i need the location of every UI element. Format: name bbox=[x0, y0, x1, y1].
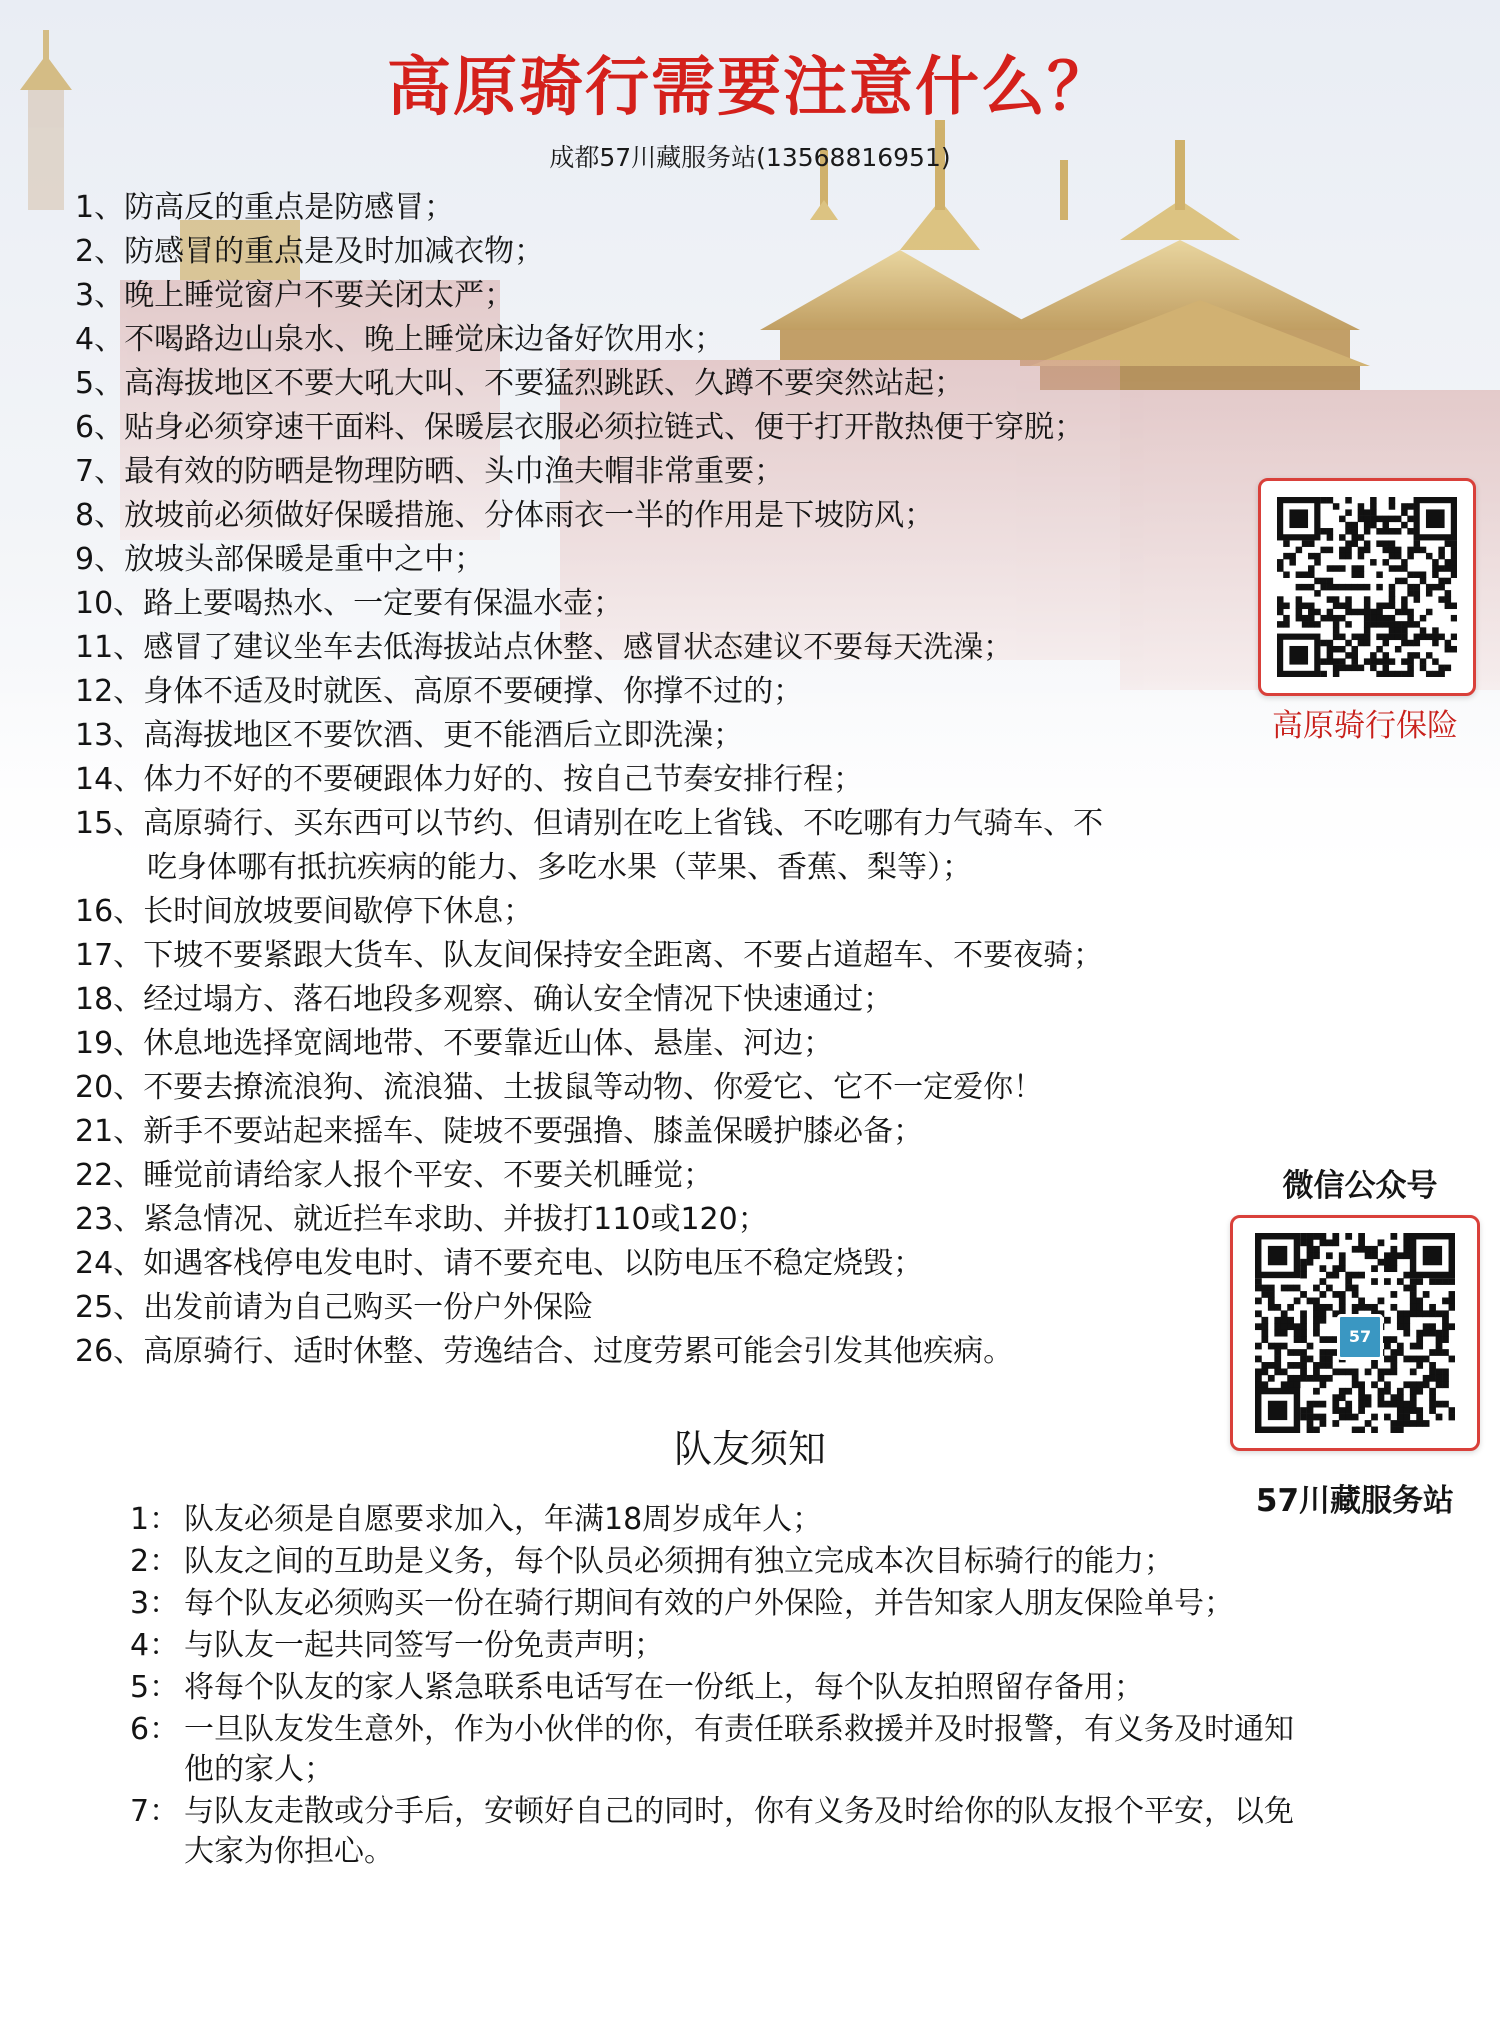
list-item bbox=[75, 934, 1375, 978]
wechat-qr-heading: 微信公众号 bbox=[1282, 1168, 1438, 1204]
list-item-text: 下坡不要紧跟大货车、队友间保持安全距离、不要占道超车、不要夜骑； bbox=[143, 938, 1104, 973]
list-item-number: 26、 bbox=[75, 1334, 144, 1369]
list-item bbox=[130, 1710, 1300, 1790]
list-item bbox=[75, 186, 1375, 230]
list-item bbox=[75, 1330, 1375, 1374]
list-item bbox=[75, 714, 1375, 758]
list-item-text: 最有效的防晒是物理防晒、头巾渔夫帽非常重要； bbox=[124, 454, 785, 489]
list-item-text: 贴身必须穿速干面料、保暖层衣服必须拉链式、便于打开散热便于穿脱； bbox=[124, 410, 1085, 445]
list-item-text: 休息地选择宽阔地带、不要靠近山体、悬崖、河边； bbox=[143, 1026, 834, 1061]
list-item-number: 10、 bbox=[75, 586, 144, 621]
list-item-text: 与队友一起共同签写一份免责声明； bbox=[184, 1628, 664, 1663]
list-item-text: 高海拔地区不要饮酒、更不能酒后立即洗澡； bbox=[143, 718, 744, 753]
list-item-text: 一旦队友发生意外，作为小伙伴的你，有责任联系救援并及时报警，有义务及时通知他的家人； bbox=[184, 1712, 1294, 1787]
list-item-text: 身体不适及时就医、高原不要硬撑、你撑不过的； bbox=[143, 674, 804, 709]
list-item-number: 17、 bbox=[75, 938, 144, 973]
wechat-qr-card[interactable] bbox=[1230, 1215, 1480, 1451]
list-item bbox=[75, 626, 1375, 670]
page-title: 高原骑行需要注意什么？ bbox=[387, 51, 1113, 125]
list-item-number: 1、 bbox=[75, 190, 125, 225]
list-item bbox=[75, 1154, 1375, 1198]
list-item-text: 如遇客栈停电发电时、请不要充电、以防电压不稳定烧毁； bbox=[143, 1246, 924, 1281]
list-item bbox=[75, 318, 1375, 362]
list-item-number: 1： bbox=[130, 1502, 180, 1537]
list-item-text: 放坡头部保暖是重中之中； bbox=[124, 542, 485, 577]
list-item-text: 不要去撩流浪狗、流浪猫、土拔鼠等动物、你爱它、它不一定爱你！ bbox=[143, 1070, 1044, 1105]
list-item-number: 25、 bbox=[75, 1290, 144, 1325]
list-item-number: 6、 bbox=[75, 410, 125, 445]
list-item bbox=[75, 1198, 1375, 1242]
list-item bbox=[75, 1110, 1375, 1154]
list-item bbox=[75, 1286, 1375, 1330]
list-item-text: 出发前请为自己购买一份户外保险 bbox=[143, 1290, 594, 1325]
list-item-text-continued: 吃身体哪有抵抗疾病的能力、多吃水果（苹果、香蕉、梨等）； bbox=[147, 850, 972, 885]
list-item-text: 与队友走散或分手后，安顿好自己的同时，你有义务及时给你的队友报个平安，以免大家为你担心。 bbox=[184, 1794, 1294, 1869]
list-item-text: 防感冒的重点是及时加减衣物； bbox=[124, 234, 545, 269]
list-item-number: 2、 bbox=[75, 234, 125, 269]
list-item-text: 高海拔地区不要大吼大叫、不要猛烈跳跃、久蹲不要突然站起； bbox=[124, 366, 965, 401]
list-item-number: 14、 bbox=[75, 762, 144, 797]
list-item-number: 20、 bbox=[75, 1070, 144, 1105]
insurance-qr-card[interactable] bbox=[1258, 478, 1476, 696]
list-item bbox=[75, 230, 1375, 274]
list-item-number: 21、 bbox=[75, 1114, 144, 1149]
list-item-number: 2： bbox=[130, 1544, 180, 1579]
list-item-number: 19、 bbox=[75, 1026, 144, 1061]
list-item-number: 8、 bbox=[75, 498, 125, 533]
list-item bbox=[75, 890, 1375, 934]
list-item-number: 3： bbox=[130, 1586, 180, 1621]
list-item-text: 将每个队友的家人紧急联系电话写在一份纸上，每个队友拍照留存备用； bbox=[184, 1670, 1144, 1705]
list-item bbox=[75, 670, 1375, 714]
list-item-number: 16、 bbox=[75, 894, 144, 929]
list-item-number: 5、 bbox=[75, 366, 125, 401]
list-item-text: 队友之间的互助是义务，每个队员必须拥有独立完成本次目标骑行的能力； bbox=[184, 1544, 1174, 1579]
list-item-number: 3、 bbox=[75, 278, 125, 313]
list-item-text: 队友必须是自愿要求加入，年满18周岁成年人； bbox=[184, 1502, 823, 1537]
list-item bbox=[75, 538, 1375, 582]
list-item bbox=[130, 1626, 1300, 1666]
list-item-text: 经过塌方、落石地段多观察、确认安全情况下快速通过； bbox=[143, 982, 894, 1017]
list-item bbox=[75, 494, 1375, 538]
list-item-number: 15、 bbox=[75, 806, 144, 841]
list-item-number: 18、 bbox=[75, 982, 144, 1017]
list-item-text: 晚上睡觉窗户不要关闭太严； bbox=[124, 278, 515, 313]
list-item-number: 12、 bbox=[75, 674, 144, 709]
list-item-text: 防高反的重点是防感冒； bbox=[124, 190, 455, 225]
list-item-text: 体力不好的不要硬跟体力好的、按自己节奏安排行程； bbox=[143, 762, 864, 797]
list-item-number: 11、 bbox=[75, 630, 144, 665]
list-item-text: 高原骑行、适时休整、劳逸结合、过度劳累可能会引发其他疾病。 bbox=[143, 1334, 1014, 1369]
list-item-number: 7、 bbox=[75, 454, 125, 489]
list-item-text: 不喝路边山泉水、晚上睡觉床边备好饮用水； bbox=[124, 322, 725, 357]
list-item-text: 长时间放坡要间歇停下休息； bbox=[143, 894, 534, 929]
list-item-number: 7： bbox=[130, 1794, 180, 1829]
qr-code-icon bbox=[1277, 497, 1457, 677]
list-item-text: 路上要喝热水、一定要有保温水壶； bbox=[143, 586, 624, 621]
list-item bbox=[75, 406, 1375, 450]
list-item bbox=[130, 1500, 1300, 1540]
list-item-text: 紧急情况、就近拦车求助、并拔打110或120； bbox=[143, 1202, 768, 1237]
list-item-text: 每个队友必须购买一份在骑行期间有效的户外保险，并告知家人朋友保险单号； bbox=[184, 1586, 1234, 1621]
insurance-qr-caption: 高原骑行保险 bbox=[1272, 708, 1458, 744]
list-item bbox=[130, 1792, 1300, 1872]
tips-list bbox=[75, 186, 1375, 1374]
list-item bbox=[75, 1022, 1375, 1066]
list-item bbox=[75, 758, 1375, 802]
list-item-number: 4、 bbox=[75, 322, 125, 357]
teammate-notes-list bbox=[130, 1500, 1300, 1874]
list-item bbox=[75, 450, 1375, 494]
list-item-number: 4： bbox=[130, 1628, 180, 1663]
list-item-text: 高原骑行、买东西可以节约、但请别在吃上省钱、不吃哪有力气骑车、不 bbox=[143, 806, 1104, 841]
list-item-number: 24、 bbox=[75, 1246, 144, 1281]
list-item bbox=[130, 1542, 1300, 1582]
list-item-number: 22、 bbox=[75, 1158, 144, 1193]
wechat-qr-caption: 57川藏服务站 bbox=[1255, 1483, 1455, 1519]
list-item bbox=[75, 978, 1375, 1022]
list-item bbox=[75, 1242, 1375, 1286]
list-item-text: 感冒了建议坐车去低海拔站点休整、感冒状态建议不要每天洗澡； bbox=[143, 630, 1014, 665]
teammate-notes-title: 队友须知 bbox=[673, 1427, 826, 1471]
list-item-number: 5： bbox=[130, 1670, 180, 1705]
list-item bbox=[75, 582, 1375, 626]
list-item bbox=[130, 1668, 1300, 1708]
list-item-text: 睡觉前请给家人报个平安、不要关机睡觉； bbox=[143, 1158, 714, 1193]
list-item-number: 23、 bbox=[75, 1202, 144, 1237]
list-item bbox=[75, 1066, 1375, 1110]
list-item-text: 放坡前必须做好保暖措施、分体雨衣一半的作用是下坡防风； bbox=[124, 498, 935, 533]
list-item bbox=[130, 1584, 1300, 1624]
list-item-number: 13、 bbox=[75, 718, 144, 753]
wechat-logo: 57 bbox=[1337, 1314, 1383, 1360]
list-item bbox=[75, 362, 1375, 406]
list-item-text: 新手不要站起来摇车、陡坡不要强撸、膝盖保暖护膝必备； bbox=[143, 1114, 924, 1149]
list-item bbox=[75, 274, 1375, 318]
list-item-number: 9、 bbox=[75, 542, 125, 577]
list-item-number: 6： bbox=[130, 1712, 180, 1747]
list-item bbox=[75, 802, 1375, 890]
page-subtitle: 成都57川藏服务站(13568816951) bbox=[549, 143, 951, 172]
